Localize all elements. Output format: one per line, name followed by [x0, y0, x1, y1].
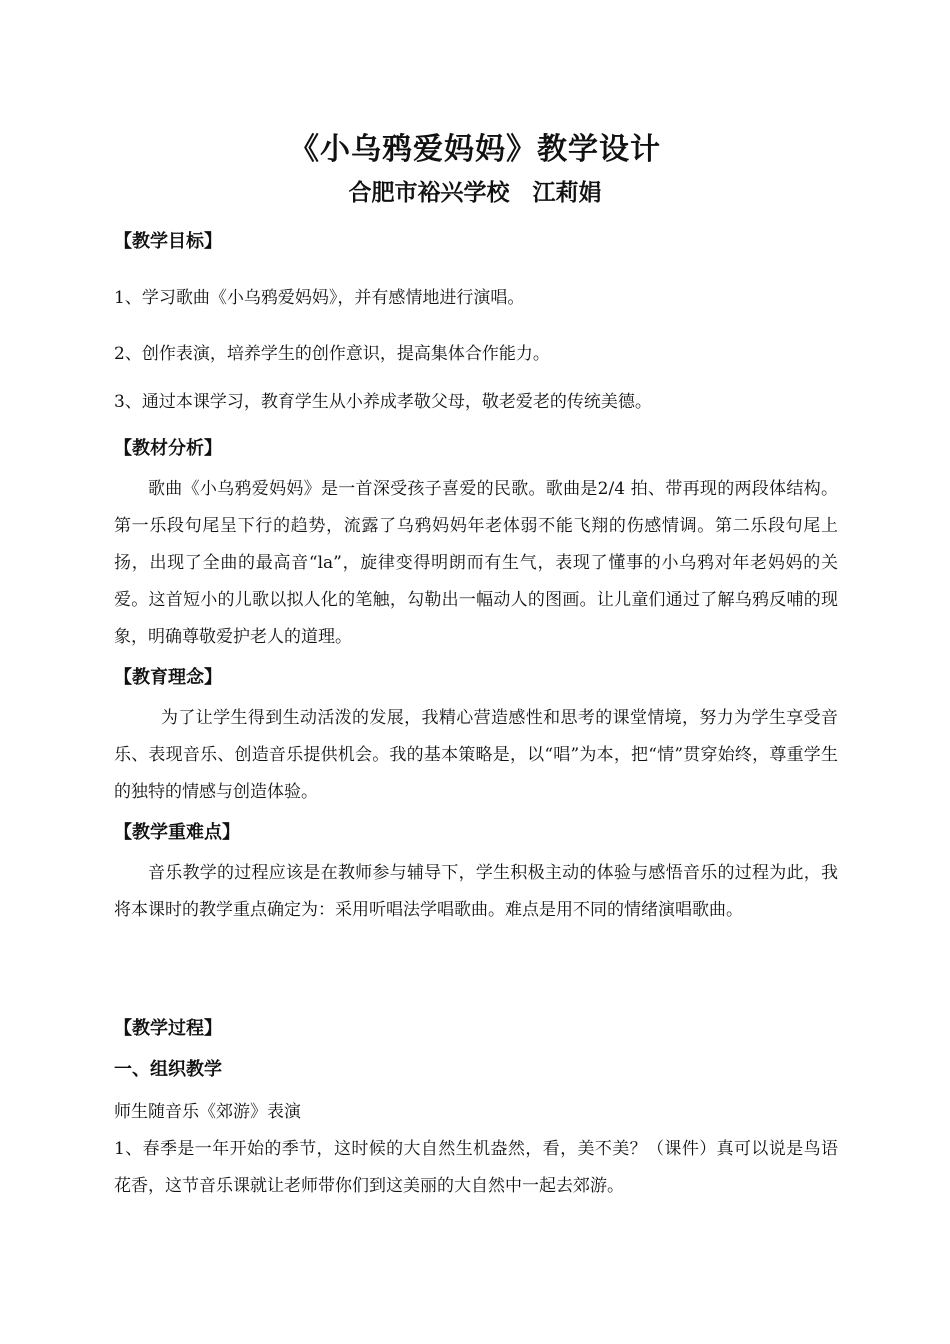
- analysis-paragraph: 歌曲《小乌鸦爱妈妈》是一首深受孩子喜爱的民歌。歌曲是2/4 拍、带再现的两段体结构。第一乐段句尾呈下行的趋势，流露了乌鸦妈妈年老体弱不能飞翔的伤感情调。第二乐段句尾上扬，出现了全曲的最高音“la”，旋律变得明朗而有生气，表现了懂事的小乌鸦对年老妈妈的关爱。这首短小的儿歌以拟人化的笔触，勾勒出一幅动人的图画。让儿童们通过了解乌鸦反哺的现象，明确尊敬爱护老人的道理。: [114, 479, 838, 647]
- key-points-paragraph: 音乐教学的过程应该是在教师参与辅导下，学生积极主动的体验与感悟音乐的过程为此，我将本课时的教学重点确定为：采用听唱法学唱歌曲。难点是用不同的情绪演唱歌曲。: [114, 863, 838, 920]
- section-heading-process: 【教学过程】: [114, 1018, 222, 1039]
- document-subtitle: 合肥市裕兴学校 江莉娟: [348, 179, 602, 206]
- section-heading-philosophy: 【教育理念】: [114, 667, 222, 688]
- process-step-1-heading: 一、组织教学: [114, 1059, 222, 1080]
- process-step-1-line: 师生随音乐《郊游》表演: [114, 1102, 301, 1122]
- process-step-1-paragraph: 1、春季是一年开始的季节，这时候的大自然生机盎然，看，美不美？（课件）真可以说是鸟语花香，这节音乐课就让老师带你们到这美丽的大自然中一起去郊游。: [114, 1139, 838, 1196]
- philosophy-paragraph: 为了让学生得到生动活泼的发展，我精心营造感性和思考的课堂情境，努力为学生享受音乐、表现音乐、创造音乐提供机会。我的基本策略是，以“唱”为本，把“情”贯穿始终，尊重学生的独特的情感与创造体验。: [114, 708, 838, 802]
- goal-item-2: 2、创作表演，培养学生的创作意识，提高集体合作能力。: [114, 344, 550, 364]
- goal-item-1: 1、学习歌曲《小乌鸦爱妈妈》，并有感情地进行演唱。: [114, 288, 525, 308]
- section-heading-key-points: 【教学重难点】: [114, 822, 240, 843]
- section-heading-goals: 【教学目标】: [114, 231, 222, 252]
- goal-item-3: 3、通过本课学习，教育学生从小养成孝敬父母，敬老爱老的传统美德。: [114, 392, 652, 412]
- document-title: 《小乌鸦爱妈妈》教学设计: [289, 132, 661, 167]
- section-heading-analysis: 【教材分析】: [114, 438, 222, 459]
